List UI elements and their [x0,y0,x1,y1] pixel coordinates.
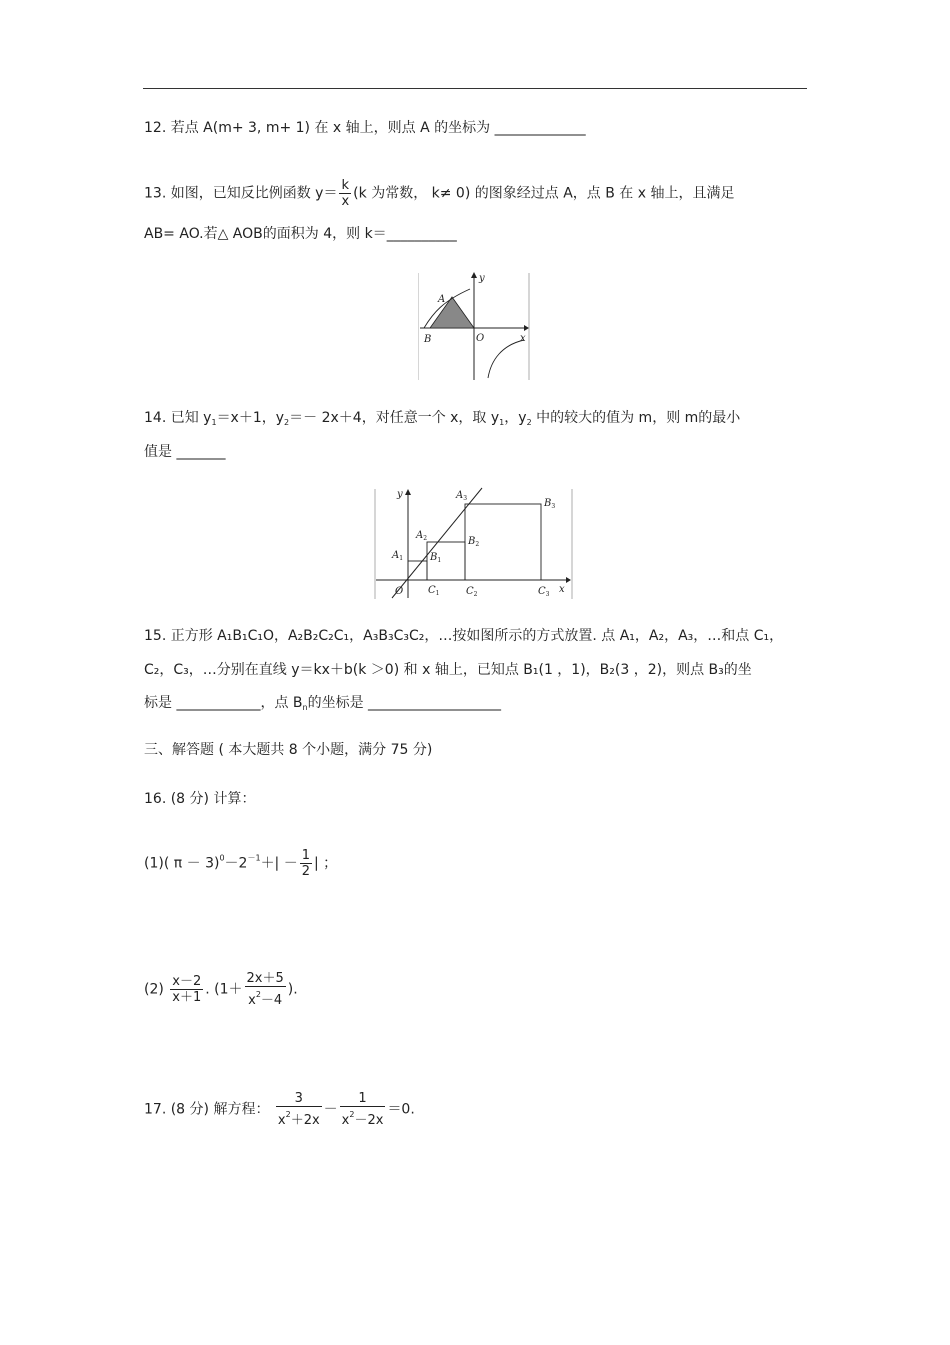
label-y: y [479,273,485,284]
question-17: 17. (8 分) 解方程： $\frac{3}{x^2+2x}$ － $\frac{1}{x^2-2x}$ ＝0. [144,1091,415,1128]
question-14-line-2: 值是 _______ [144,444,226,460]
answer-blank: _____________ [494,120,586,136]
fraction-1-over-x2-minus-2x: $\frac{1}{x^2-2x}$ [341,1091,384,1128]
label-C2: $C_2$ [466,586,478,598]
question-13-line-2 [144,224,457,244]
label-C1: $C_1$ [428,585,440,597]
question-15-line-2: C₂，C₃，…分别在直线 y＝kx＋b(k ＞0) 和 x 轴上，已知点 B₁(1 ，1)，B₂(3 ，2)，则点 B₃的坐 [144,662,752,678]
question-number: 13. [144,185,167,202]
question-13-line-1 [144,178,734,209]
label-O: O [476,333,485,344]
answer-blank: ___________________ [368,695,502,711]
label-C3: $C_3$ [538,586,550,598]
fraction-x-minus-2-over-x-plus-1: $\frac{x-2}{x+1}$ [172,974,202,1005]
answer-blank: ____________ [176,695,261,711]
label-A3: $A_3$ [456,490,468,502]
fraction-one-half: $\frac{1}{2}$ [301,848,311,879]
label-A1: $A_1$ [392,550,404,562]
fraction-3-over-x2-plus-2x: $\frac{3}{x^2+2x}$ [277,1091,320,1128]
question-14-line-1: 14. 已知 $y_1=x+1$，$y_2=- 2x+4$，对任意一个 x，取 $y_1$，$y_2$ 中的较大的值为 m，则 m的最小 [144,410,741,427]
label-B: B [424,334,432,345]
question-15-line-1: 15. 正方形 A₁B₁C₁O，A₂B₂C₂C₁，A₃B₃C₃C₂，…按如图所示的方式放置. 点 A₁，A₂，A₃，…和点 C₁， [144,628,784,644]
answer-blank: __________ [386,226,457,242]
label-O: O [395,586,404,597]
question-text: 若点 A(m+ 3, m+ 1) 在 x 轴上，则点 A 的坐标为 [170,120,495,136]
label-B2: $B_2$ [468,536,480,548]
label-x: x [520,333,526,344]
header-rule [143,88,807,89]
question-text: 如图，已知反比例函数 y＝ [170,185,338,202]
label-x: x [559,584,565,595]
question-16-part-2: (2) $\frac{x-2}{x+1}$ . (1＋ $\frac{2x+5}{x^2-4}$ ). [144,971,298,1008]
label-B3: $B_3$ [544,498,556,510]
label-A2: $A_2$ [416,530,428,542]
fraction-2x-plus-5: $\frac{2x+5}{x^2-4}$ [246,971,284,1008]
question-number: 14. [144,410,167,426]
section-heading: 三、解答题 ( 本大题共 8 个小题，满分 75 分) [144,742,433,758]
figure-15-squares [374,486,574,601]
label-y: y [397,489,403,500]
question-text: (k 为常数， k≠ 0) 的图象经过点 A，点 B 在 x 轴上，且满足 [353,185,735,202]
figure-13-hyperbola [418,268,530,383]
question-number: 15. [144,628,167,644]
question-text: AB= AO.若△ AOB的面积为 4，则 k＝ [144,226,387,242]
label-B1: $B_1$ [430,552,442,564]
label-A: A [438,294,446,305]
question-12 [144,118,586,138]
question-15-line-3: 标是 ____________，点 $B_n$的坐标是 ___________________ [144,695,502,712]
question-16-heading: 16. (8 分) 计算： [144,791,256,807]
question-16-part-1: (1)( $\pi - 3)^0-2^{-1}+|$ － $\frac{1}{2}$ | ； [144,848,338,879]
fraction-k-over-x: $\frac{k}{x}$ [341,178,350,209]
answer-blank: _______ [176,444,226,460]
question-number: 12. [144,120,167,136]
